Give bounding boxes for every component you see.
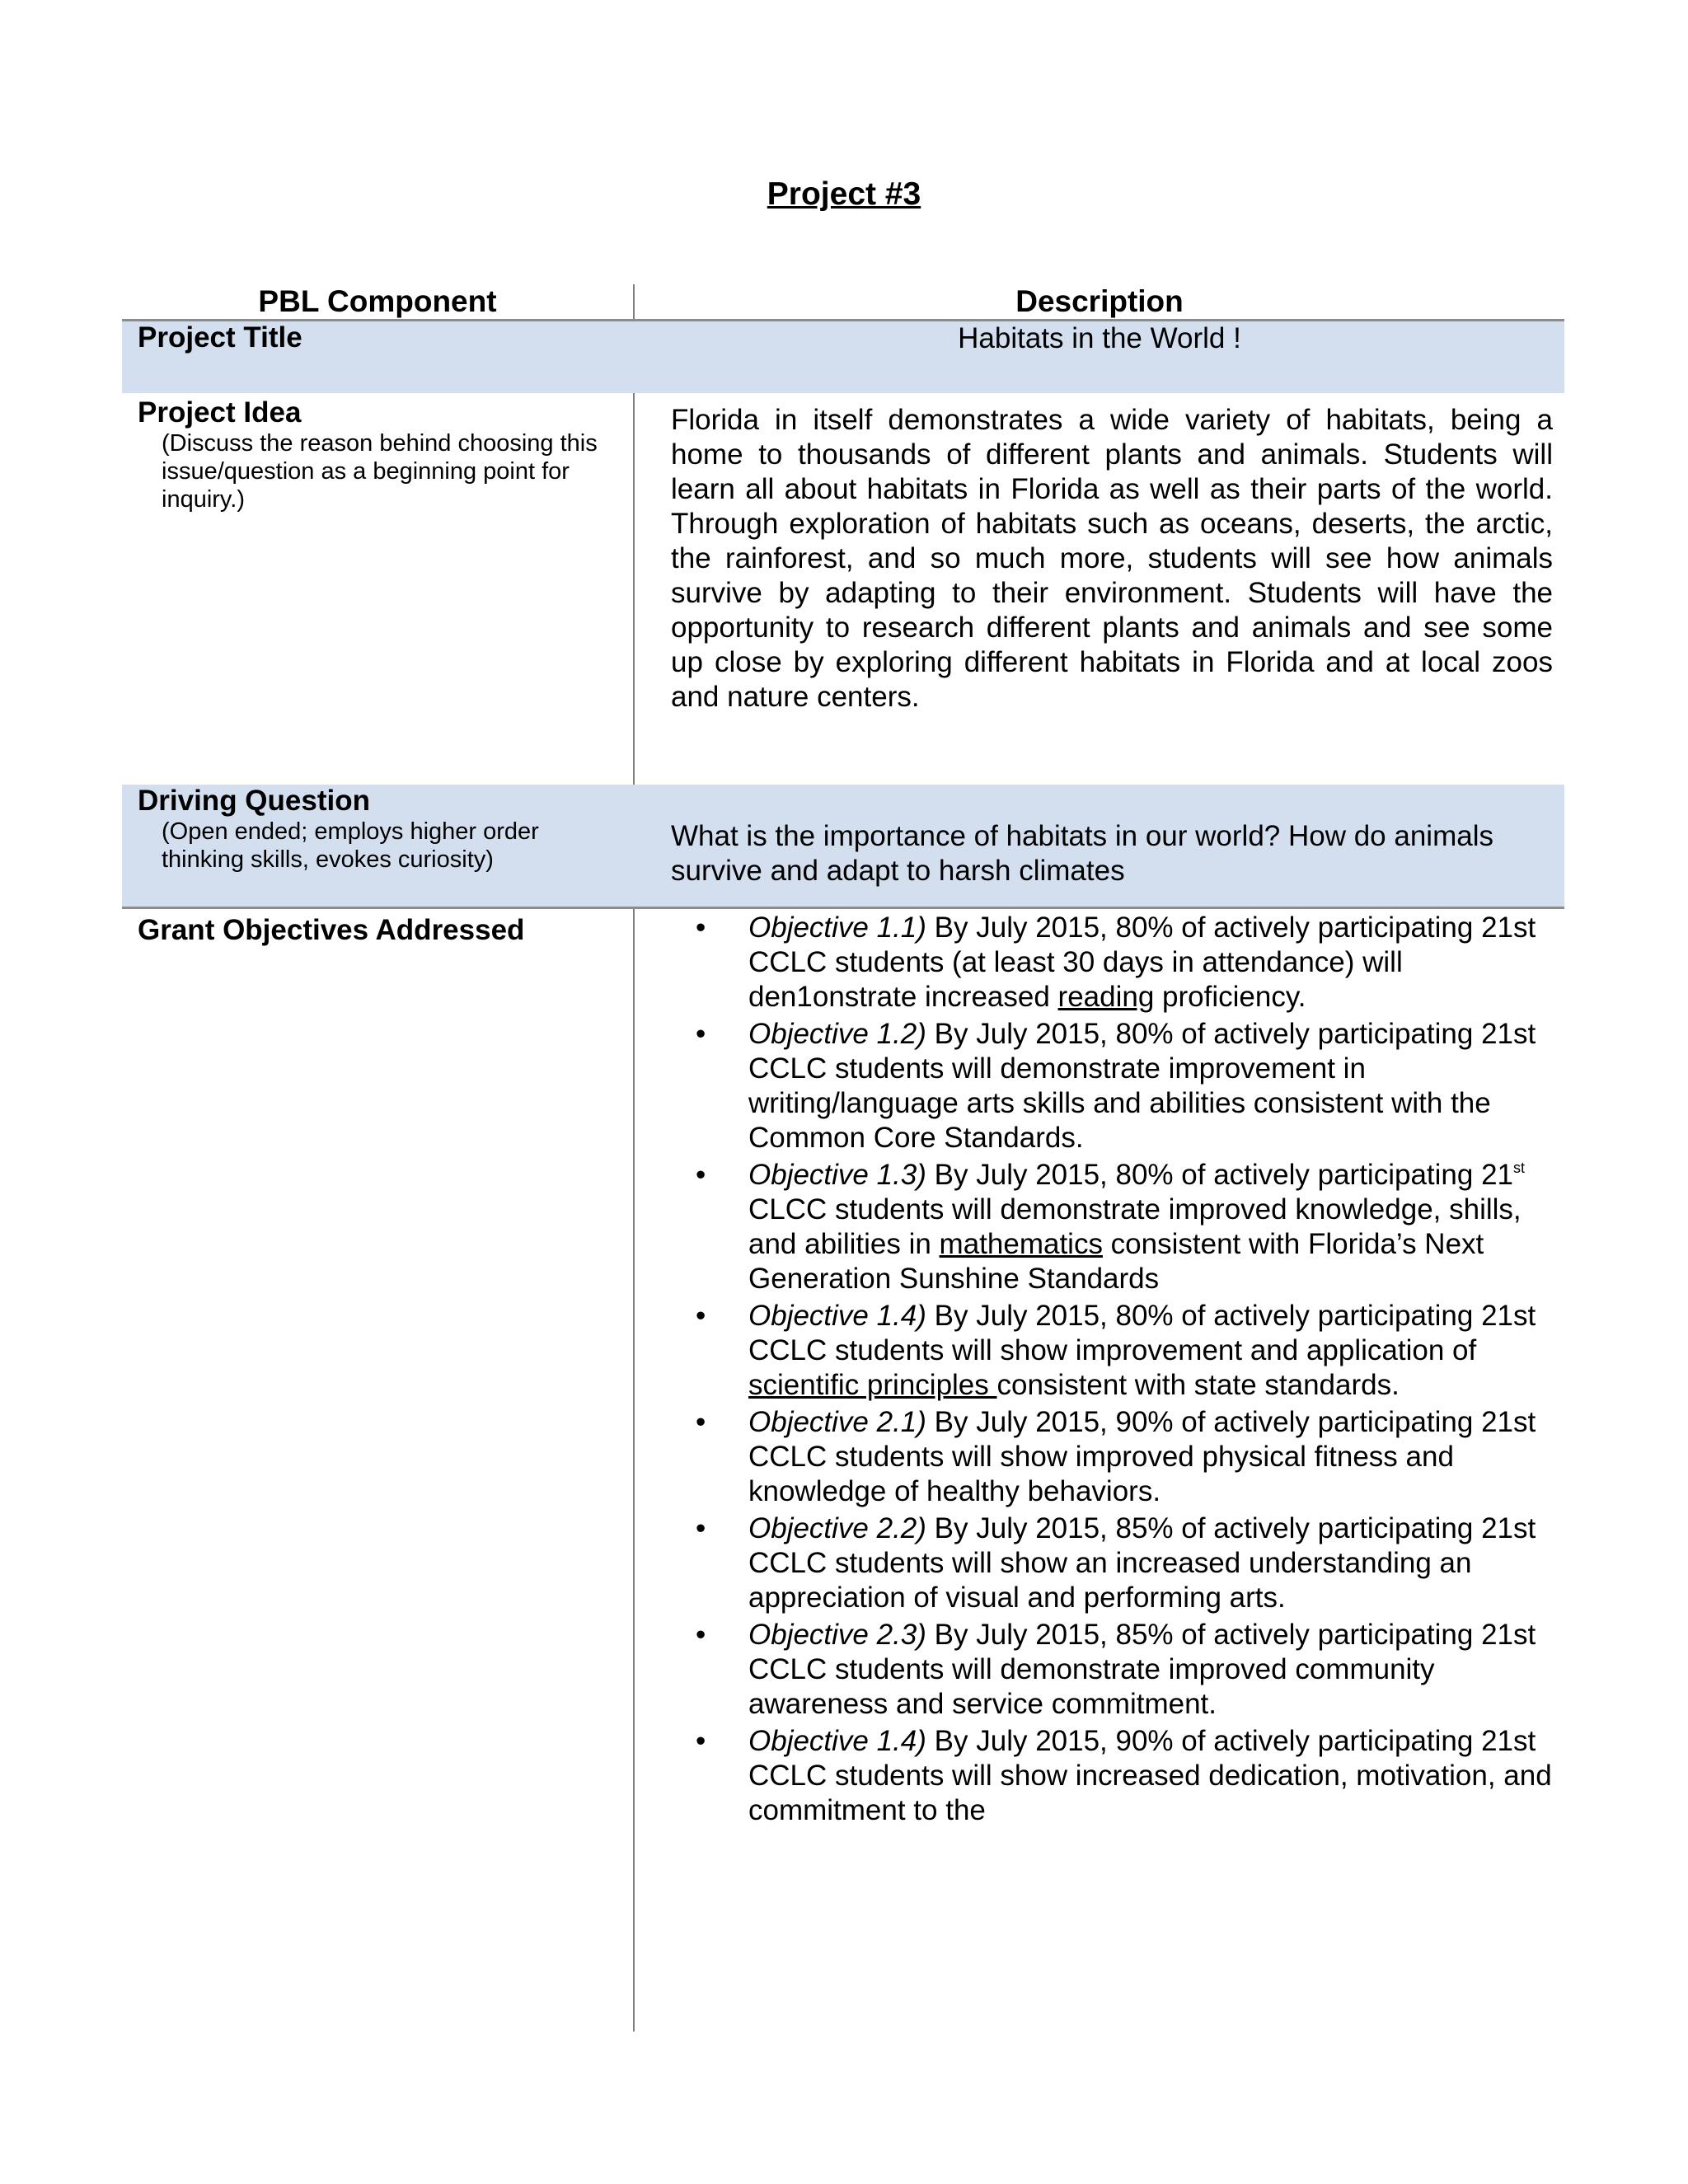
project-title-value: Habitats in the World ! (958, 322, 1241, 354)
bullet-icon: • (696, 1512, 706, 1544)
ordinal-suffix: st (1513, 1160, 1526, 1176)
objective-text: By July 2015, 80% of actively participating 21 (926, 1159, 1514, 1191)
bullet-icon: • (696, 1406, 706, 1438)
row-project-idea (122, 393, 1564, 731)
objective-text-mid: CLCC students will demonstrate improved knowledge, shills, and abilities in (748, 1193, 1522, 1260)
objective-text: By July 2015, 80% of actively participating 21st CCLC students will demonstrate improvement in writing/language arts skills and abilities consistent with the Common Core Standards. (748, 1018, 1536, 1154)
project-idea-label: Project Idea (138, 396, 302, 429)
list-item (671, 1299, 1564, 1403)
objective-text: By July 2015, 90% of actively participating 21st CCLC students will show improved physical fitness and knowledge of healthy behaviors. (748, 1406, 1536, 1507)
objective-underlined: reading (1057, 981, 1155, 1013)
project-idea-hint: (Discuss the reason behind choosing this issue/question as a beginning point for inquiry.) (162, 430, 598, 513)
row-driving-question (122, 785, 1564, 907)
objective-text-after: consistent with state standards. (996, 1369, 1400, 1401)
bullet-icon: • (696, 1619, 706, 1651)
header-description: Description (1015, 284, 1184, 318)
objective-text: By July 2015, 90% of actively participating 21st CCLC students will show increased dedication, motivation, and commitment to the (748, 1725, 1552, 1826)
objective-underlined: scientific principles (748, 1369, 997, 1401)
driving-question-hint: (Open ended; employs higher order thinking skills, evokes curiosity) (162, 818, 539, 873)
objective-label: Objective 1.2) (748, 1018, 926, 1050)
objectives-list (671, 911, 1564, 1830)
pbl-table (122, 284, 1564, 1826)
header-component: PBL Component (258, 284, 497, 318)
objective-label: Objective 2.1) (748, 1406, 926, 1438)
bullet-icon: • (696, 1725, 706, 1757)
list-item (671, 1724, 1564, 1828)
objective-text: By July 2015, 85% of actively participating 21st CCLC students will demonstrate improved community awareness and service commitment. (748, 1619, 1536, 1720)
objective-label: Objective 1.4) (748, 1725, 926, 1757)
project-idea-value: Florida in itself demonstrates a wide variety of habitats, being a home to thousands of different plants and animals. Students will learn all about habitats in Florida as well as their parts of the world. Through exploration of habitats such as oceans, deserts, the arctic, the rainforest, and so much more, students will see how animals survive by adapting to their environment. Students will have the opportunity to research different plants and animals and see some up close by exploring different habitats in Florida and at local zoos and nature centers. (671, 404, 1553, 713)
driving-question-rule (122, 907, 1564, 909)
grant-objectives-label: Grant Objectives Addressed (138, 914, 525, 946)
driving-question-value: What is the importance of habitats in our world? How do animals survive and adapt to harsh climates (671, 820, 1493, 887)
objective-text-after: proficiency. (1154, 981, 1306, 1013)
list-item (671, 1618, 1564, 1722)
list-item (671, 911, 1564, 1015)
objective-label: Objective 2.3) (748, 1619, 926, 1651)
objective-text: By July 2015, 80% of actively participating 21st CCLC students will show improvement and application of (748, 1300, 1536, 1366)
list-item (671, 1511, 1564, 1615)
list-item (671, 1017, 1564, 1155)
objective-text-after: consistent with Florida’s Next Generation Sunshine Standards (748, 1228, 1484, 1295)
driving-question-label: Driving Question (138, 785, 370, 817)
objective-underlined: mathematics (939, 1228, 1103, 1260)
objective-label: Objective 1.1) (748, 912, 926, 944)
bullet-icon: • (696, 1300, 706, 1332)
objective-label: Objective 2.2) (748, 1512, 926, 1544)
bullet-icon: • (696, 1018, 706, 1050)
page-title: Project #3 (767, 176, 921, 212)
project-title-label: Project Title (138, 321, 302, 354)
table-header (122, 284, 1564, 322)
list-item (671, 1405, 1564, 1509)
objective-text: By July 2015, 80% of actively participating 21st CCLC students (at least 30 days in attendance) will den1onstrate increased (748, 912, 1536, 1013)
objective-label: Objective 1.4) (748, 1300, 926, 1332)
row-project-title (122, 321, 1564, 393)
row-grant-objectives (122, 911, 1564, 2032)
list-item (671, 1158, 1564, 1296)
bullet-icon: • (696, 912, 706, 944)
bullet-icon: • (696, 1159, 706, 1191)
objective-text: By July 2015, 85% of actively participating 21st CCLC students will show an increased understanding an appreciation of visual and performing arts. (748, 1512, 1536, 1614)
objective-label: Objective 1.3) (748, 1159, 926, 1191)
